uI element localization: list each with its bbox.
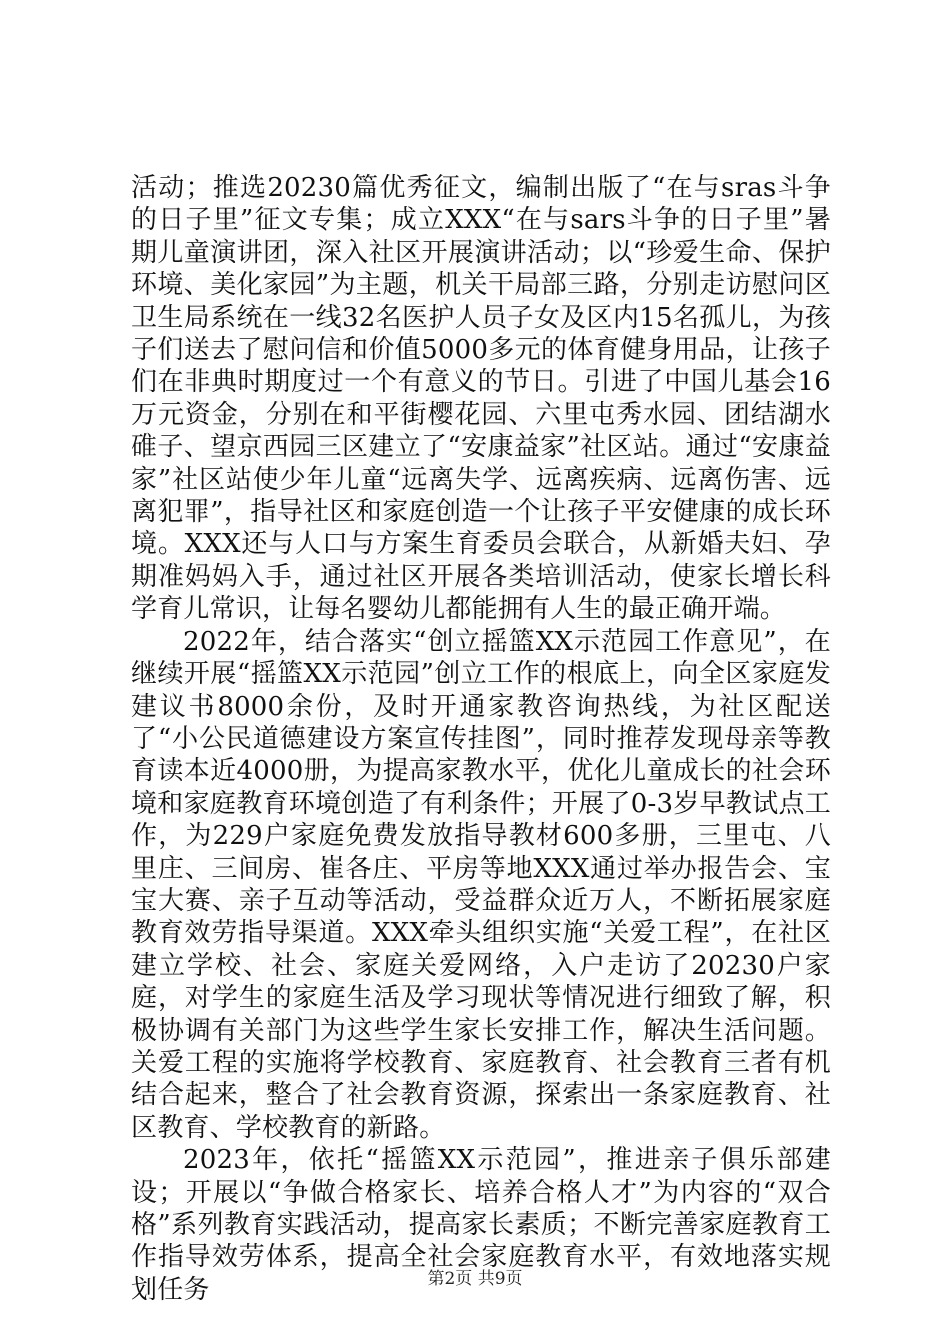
paragraph-2: 2022年，结合落实“创立摇篮XX示范园工作意见”，在继续开展“摇篮XX示范园”创立工作的根底上，向全区家庭发建议书8000余份，及时开通家教咨询热线，为社区配送了“小公民道德建设方案宣传挂图”，同时推荐发现母亲等教育读本近4000册，为提高家教水平，优化儿童成长的社会环境和家庭教育环境创造了有利条件；开展了0-3岁早教试点工作，为229户家庭免费发放指导教材600多册，三里屯、八里庄、三间房、崔各庄、平房等地XXX通过举办报告会、宝宝大赛、亲子互动等活动，受益群众近万人，不断拓展家庭教育效劳指导渠道。XXX牵头组织实施“关爱工程”，在社区建立学校、社会、家庭关爱网络，入户走访了20230户家庭，对学生的家庭生活及学习现状等情况进行细致了解，积极协调有关部门为这些学生家长安排工作，解决生活问题。关爱工程的实施将学校教育、家庭教育、社会教育三者有机结合起来，整合了社会教育资源，探索出一条家庭教育、社区教育、学校教育的新路。	[131, 626, 831, 1143]
document-body	[131, 172, 831, 1306]
page-footer: 第2页 共9页	[427, 1269, 523, 1289]
paragraph-3: 2023年，依托“摇篮XX示范园”，推进亲子俱乐部建设；开展以“争做合格家长、培养合格人才”为内容的“双合格”系列教育实践活动，提高家长素质；不断完善家庭教育工作指导效劳体系，提高全社会家庭教育水平，有效地落实规划任务	[131, 1145, 831, 1305]
paragraph-1: 活动；推选20230篇优秀征文，编制出版了“在与sras斗争的日子里”征文专集；成立XXX“在与sars斗争的日子里”暑期儿童演讲团，深入社区开展演讲活动；以“珍爱生命、保护环境、美化家园”为主题，机关干局部三路，分别走访慰问区卫生局系统在一线32名医护人员子女及区内15名孤儿，为孩子们送去了慰问信和价值5000多元的体育健身用品，让孩子们在非典时期度过一个有意义的节日。引进了中国儿基会16万元资金，分别在和平街樱花园、六里屯秀水园、团结湖水碓子、望京西园三区建立了“安康益家”社区站。通过“安康益家”社区站使少年儿童“远离失学、远离疾病、远离伤害、远离犯罪”，指导社区和家庭创造一个让孩子平安健康的成长环境。XXX还与人口与方案生育委员会联合，从新婚夫妇、孕期准妈妈入手，通过社区开展各类培训活动，使家长增长科学育儿常识，让每名婴幼儿都能拥有人生的最正确开端。	[131, 173, 831, 625]
